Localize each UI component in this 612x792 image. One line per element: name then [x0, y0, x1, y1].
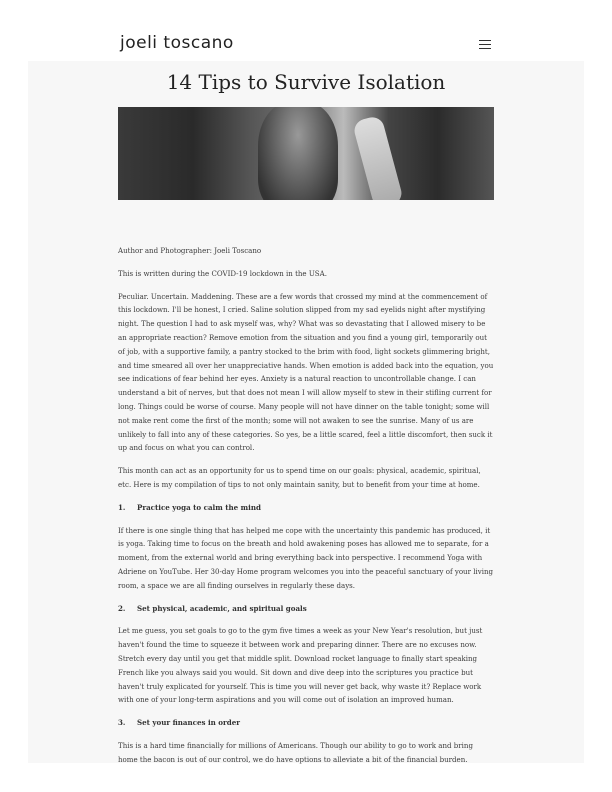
article-body — [118, 244, 494, 776]
tip-body: This is a hard time financially for millions of Americans. Though our ability to go to work and bring home the bacon is out of our control, we do have options to alleviate a bit of the financial burden. — [118, 740, 473, 764]
tip-heading: 1. Practice yoga to calm the mind — [118, 502, 261, 512]
paragraph: This month can act as an opportunity for us to spend time on our goals: physical, academic, spiritual, etc. Here is my compilation of tips to not only maintain sanity, but to benefit from your time at home. — [118, 466, 481, 489]
hamburger-menu-icon[interactable] — [479, 40, 491, 50]
tip-heading: 2. Set physical, academic, and spiritual goals — [118, 603, 307, 613]
photo-icon — [258, 107, 338, 200]
byline: Author and Photographer: Joeli Toscano — [118, 246, 262, 255]
paragraph: Peculiar. Uncertain. Maddening. These are a few words that crossed my mind at the commencement of this lockdown. I'll be honest, I cried. Saline solution slipped from my sad eyelids night after mystifying night. The question I had to ask myself was, why? What was so devastating that I allowed misery to be an appropriate reaction? Remove emotion from the situation and you find a young girl, temporarily out of job, with a supportive family, a pantry stocked to the brim with food, light sockets glimmering bright, and time smeared all over her unappreciative hands. When emotion is added back into the equation, you see indications of fear behind her eyes. Anxiety is a natural reaction to uncontrollable change. I can understand a bit of nerves, but that does not mean I will allow myself to stew in their stifling current for long. Things could be worse of course. Many people will not have dinner on the table tonight; some will not make rent come the first of the month; some will not awaken to see the sunrise. Many of us are unlikely to fall into any of these categories. So yes, be a little scared, feel a little discomfort, then suck it up and focus on what you can control. — [118, 291, 494, 453]
hero-image — [118, 107, 494, 200]
site-header — [0, 0, 612, 61]
tip-heading: 3. Set your finances in order — [118, 718, 240, 728]
site-brand[interactable]: joeli toscano — [120, 33, 234, 53]
tip-body: If there is one single thing that has helped me cope with the uncertainty this pandemic has produced, it is yoga. Taking time to focus on the breath and hold awakening poses has allowed me to separate, for a moment, from the external world and bring everything back into perspective. I recommend Yoga with Adriene on YouTube. Her 30-day Home program welcomes you into the peaceful sanctuary of your living room, a space we are all finding ourselves in regularly these days. — [118, 525, 493, 590]
tip-body: Let me guess, you set goals to go to the gym five times a week as your New Year's resolution, but just haven't found the time to squeeze it between work and preparing dinner. There are no excuses now. Stretch every day until you get that middle split. Download rocket language to finally start speaking French like you always said you would. Sit down and dive deep into the scriptures you practice but haven't truly explicated for yourself. This is time you will never get back, why waste it? Replace work with one of your long-term aspirations and you will come out of isolation an improved human. — [118, 626, 483, 705]
article-title: 14 Tips to Survive Isolation — [166, 70, 446, 94]
intro-paragraph: This is written during the COVID-19 lockdown in the USA. — [118, 268, 327, 278]
